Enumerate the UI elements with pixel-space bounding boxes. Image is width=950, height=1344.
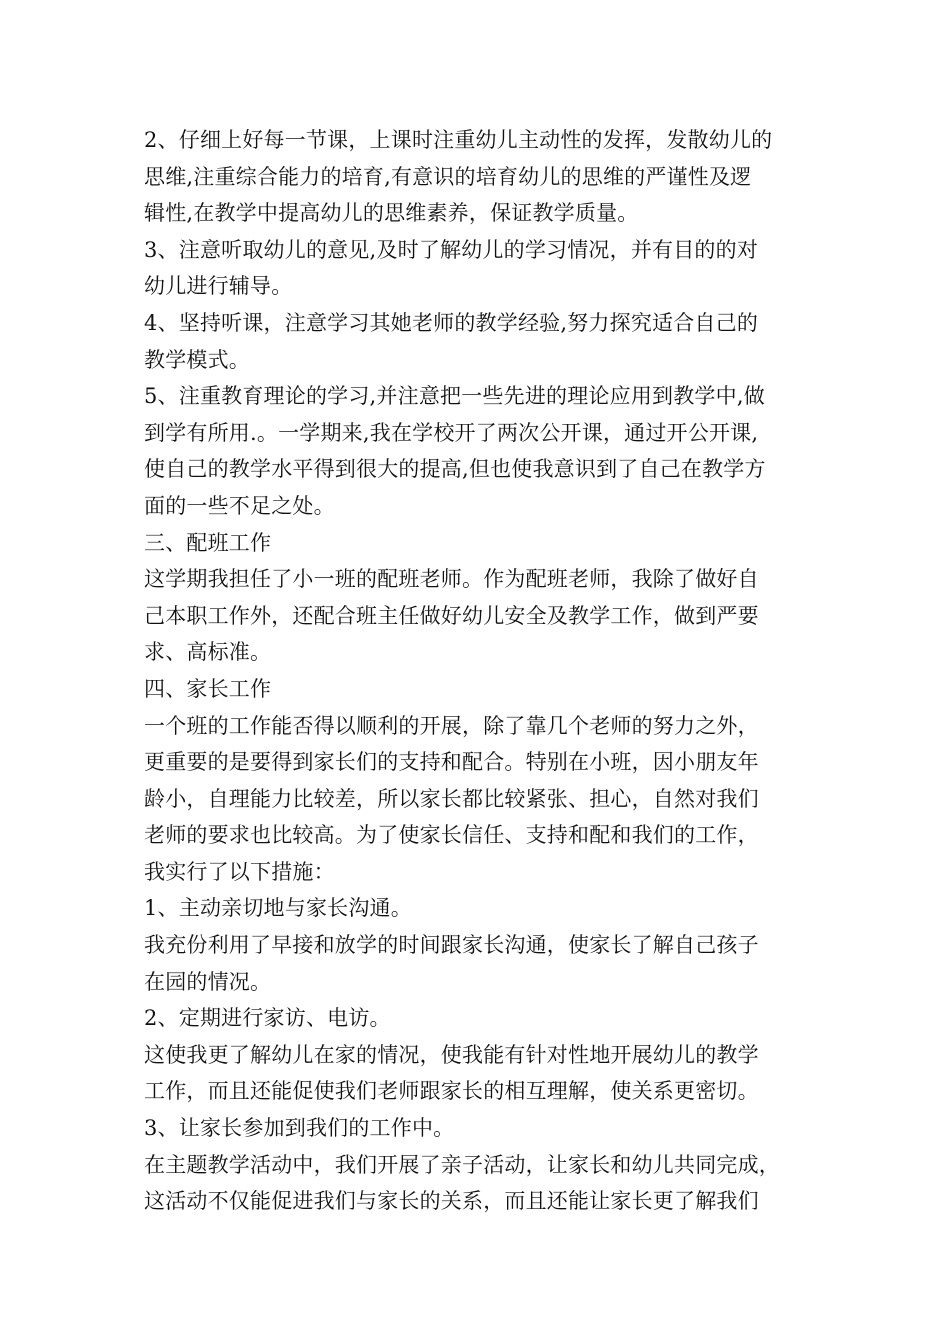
text-line: 我实行了以下措施： <box>144 859 335 884</box>
text-line: 3、注意听取幼儿的意见,及时了解幼儿的学习情况，并有目的的对 <box>144 237 759 262</box>
text-line: 到学有所用.。一学期来,我在学校开了两次公开课，通过开公开课, <box>144 420 759 445</box>
text-line: 辑性,在教学中提高幼儿的思维素养，保证教学质量。 <box>144 201 639 226</box>
text-line: 这活动不仅能促进我们与家长的关系，而且还能让家长更了解我们 <box>144 1189 759 1214</box>
text-line: 面的一些不足之处。 <box>144 493 335 518</box>
text-line: 4、坚持听课，注意学习其她老师的教学经验,努力探究适合自己的 <box>144 310 759 335</box>
text-line: 工作，而且还能促使我们老师跟家长的相互理解，使关系更密切。 <box>144 1079 759 1104</box>
text-line: 5、注重教育理论的学习,并注意把一些先进的理论应用到教学中,做 <box>144 384 765 409</box>
text-line: 这学期我担任了小一班的配班老师。作为配班老师，我除了做好自 <box>144 567 759 592</box>
section-heading: 三、配班工作 <box>144 530 272 555</box>
list-item: 2、定期进行家访、电访。 <box>144 1006 391 1031</box>
text-line: 老师的要求也比较高。为了使家长信任、支持和配和我们的工作， <box>144 823 759 848</box>
document-body <box>144 122 844 1220</box>
list-item: 1、主动亲切地与家长沟通。 <box>144 896 412 921</box>
text-line: 在主题教学活动中，我们开展了亲子活动，让家长和幼儿共同完成， <box>144 1152 780 1177</box>
list-item: 3、让家长参加到我们的工作中。 <box>144 1116 455 1141</box>
text-line: 思维,注重综合能力的培育,有意识的培育幼儿的思维的严谨性及逻 <box>144 164 752 189</box>
text-line: 一个班的工作能否得以顺利的开展，除了靠几个老师的努力之外， <box>144 713 759 738</box>
text-line: 教学模式。 <box>144 347 250 372</box>
text-line: 幼儿进行辅导。 <box>144 274 293 299</box>
text-line: 这使我更了解幼儿在家的情况，使我能有针对性地开展幼儿的教学 <box>144 1042 759 1067</box>
text-line: 在园的情况。 <box>144 969 272 994</box>
text-line: 龄小，自理能力比较差，所以家长都比较紧张、担心，自然对我们 <box>144 786 759 811</box>
text-line: 我充份利用了早接和放学的时间跟家长沟通，使家长了解自己孩子 <box>144 933 759 958</box>
text-line: 求、高标准。 <box>144 640 272 665</box>
text-line: 己本职工作外，还配合班主任做好幼儿安全及教学工作，做到严要 <box>144 603 759 628</box>
text-line: 2、仔细上好每一节课，上课时注重幼儿主动性的发挥，发散幼儿的 <box>144 128 773 152</box>
text-line: 更重要的是要得到家长们的支持和配合。特别在小班，因小朋友年 <box>144 750 759 775</box>
section-heading: 四、家长工作 <box>144 676 272 701</box>
text-line: 使自己的教学水平得到很大的提高,但也使我意识到了自己在教学方 <box>144 457 766 482</box>
